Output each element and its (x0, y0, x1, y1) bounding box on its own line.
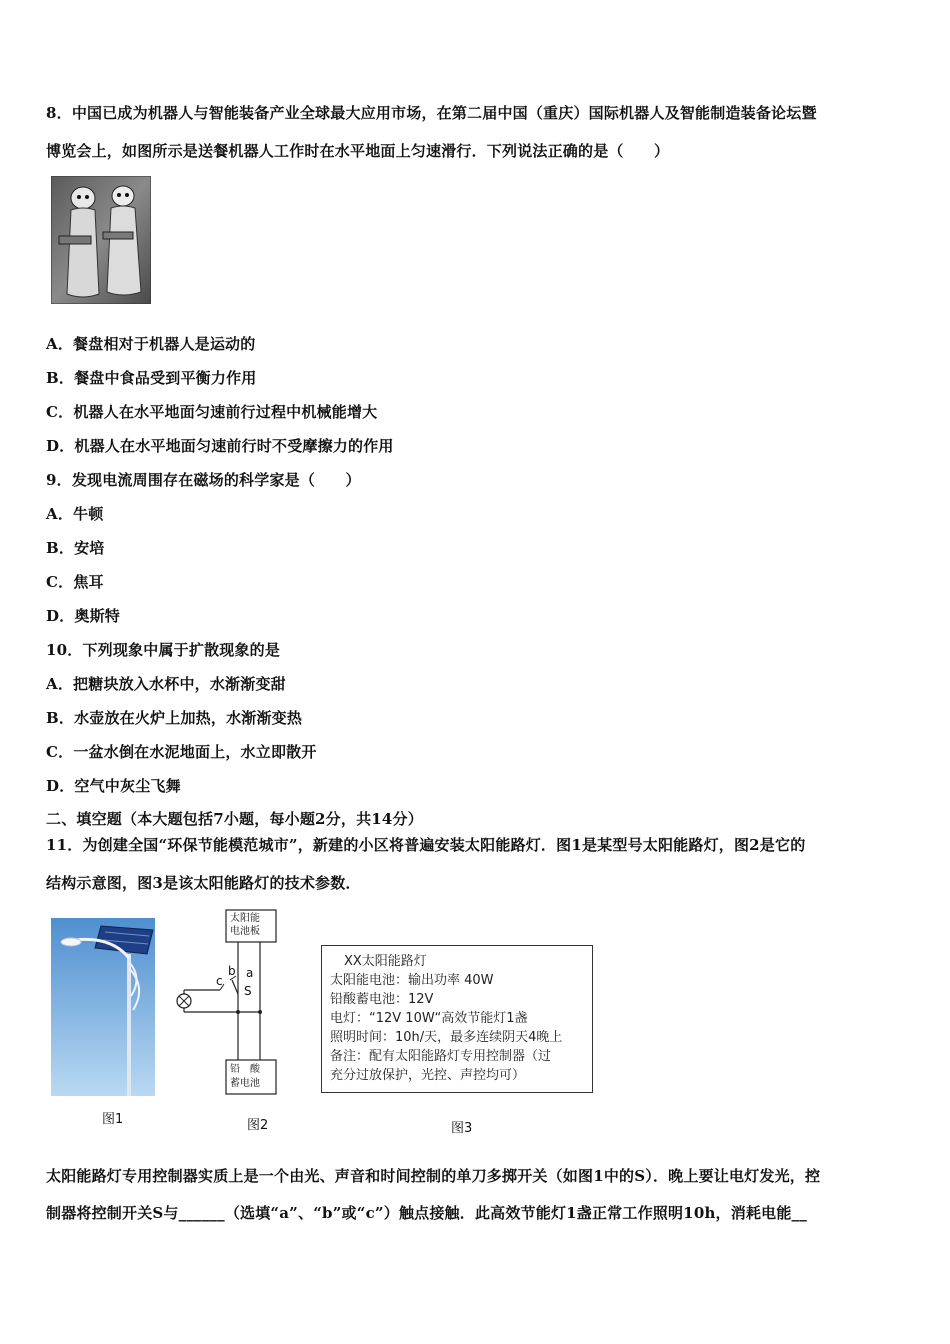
solar-panel-label-1: 太阳能 (230, 913, 260, 924)
section-heading: 二、填空题（本大题包括7小题，每小题2分，共14分） (46, 810, 423, 828)
q10-option-b: B．水壶放在火炉上加热，水渐渐变热 (46, 709, 303, 727)
q8-option-d: D．机器人在水平地面匀速前行时不受摩擦力的作用 (46, 437, 394, 455)
switch-s-label: S (244, 984, 252, 998)
q9-option-a: A．牛顿 (46, 505, 104, 523)
q8-stem-line1: 8．中国已成为机器人与智能装备产业全球最大应用市场，在第二届中国（重庆）国际机器人及智能制造装备论坛暨 (46, 104, 817, 122)
q10-option-a: A．把糖块放入水杯中，水渐渐变甜 (46, 675, 286, 693)
contact-c-label: c (216, 974, 223, 988)
spec-title: XX太阳能路灯 (344, 954, 427, 969)
solar-panel-label-2: 电池板 (230, 926, 260, 937)
q11-stem-line2: 结构示意图，图3是该太阳能路灯的技术参数． (46, 874, 361, 892)
q9-option-b: B．安培 (46, 539, 105, 557)
contact-b-label: b (228, 964, 236, 978)
q8-option-c: C．机器人在水平地面匀速前行过程中机械能增大 (46, 403, 378, 421)
fig1-caption: 图1 (102, 1112, 124, 1127)
fig2-caption: 图2 (247, 1118, 269, 1133)
q8-option-a: A．餐盘相对于机器人是运动的 (46, 335, 256, 353)
fig3-caption: 图3 (451, 1121, 473, 1136)
q9-option-c: C．焦耳 (46, 573, 104, 591)
spec-line-note1: 备注：配有太阳能路灯专用控制器（过 (330, 1049, 552, 1064)
circuit-diagram (172, 908, 284, 1098)
q11-body-line2: 制器将控制开关S与______（选填“a”、“b”或“c”）触点接触．此高效节能灯1盏正常工作照明10h，消耗电能__ (46, 1204, 807, 1222)
street-light-photo (51, 918, 155, 1096)
battery-label-1: 铅 酸 (230, 1064, 260, 1075)
spec-line-lamp: 电灯：“12V 10W“高效节能灯1盏 (330, 1011, 528, 1026)
robot-photo (51, 176, 151, 304)
spec-line-solar: 太阳能电池：输出功率 40W (330, 973, 494, 988)
spec-line-battery: 铅酸蓄电池：12V (330, 992, 434, 1007)
spec-line-note2: 充分过放保护，光控、声控均可） (330, 1068, 526, 1083)
q11-body-line1: 太阳能路灯专用控制器实质上是一个由光、声音和时间控制的单刀多掷开关（如图1中的S）．晚上要让电灯发光，控 (46, 1167, 821, 1185)
battery-label-2: 蓄电池 (230, 1078, 260, 1089)
q9-stem: 9．发现电流周围存在磁场的科学家是（ ） (46, 471, 361, 489)
spec-line-time: 照明时间：10h/天，最多连续阴天4晚上 (330, 1030, 563, 1045)
q9-option-d: D．奥斯特 (46, 607, 121, 625)
q10-stem: 10．下列现象中属于扩散现象的是 (46, 641, 281, 659)
contact-a-label: a (246, 966, 254, 980)
spec-table (321, 945, 593, 1093)
q11-stem-line1: 11．为创建全国“环保节能模范城市”，新建的小区将普遍安装太阳能路灯．图1是某型号太阳能路灯，图2是它的 (46, 836, 806, 854)
q8-stem-line2: 博览会上，如图所示是送餐机器人工作时在水平地面上匀速滑行．下列说法正确的是（ ） (46, 142, 670, 160)
q8-option-b: B．餐盘中食品受到平衡力作用 (46, 369, 257, 387)
q10-option-d: D．空气中灰尘飞舞 (46, 777, 181, 795)
q10-option-c: C．一盆水倒在水泥地面上，水立即散开 (46, 743, 317, 761)
